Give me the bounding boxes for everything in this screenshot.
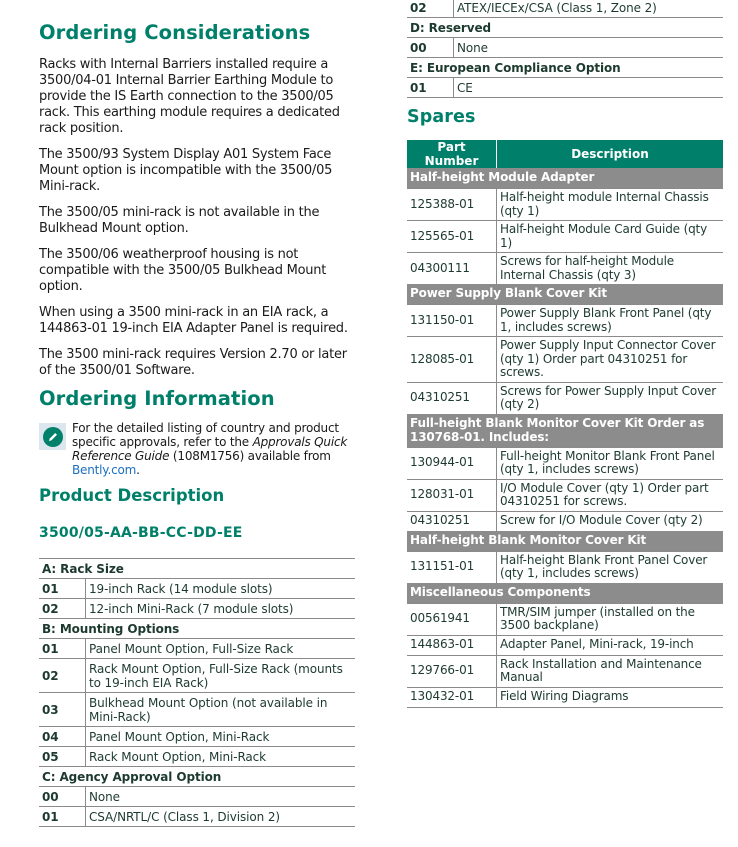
part-description: Screws for half-height Module Internal Chassis (qty 3) <box>497 253 724 285</box>
spares-row <box>407 221 723 253</box>
note-text-part: . <box>136 463 140 477</box>
consideration-paragraph: The 3500/06 weatherproof housing is not compatible with the 3500/05 Bulkhead Mount option. <box>39 247 327 294</box>
options-table-right <box>407 0 723 98</box>
approvals-guide-title: Approvals Quick Reference Guide <box>72 435 348 463</box>
spares-row <box>407 305 723 337</box>
option-code: 02 <box>39 599 86 619</box>
spares-group-header: Half-height Module Adapter <box>407 168 723 189</box>
option-code: 02 <box>410 0 427 15</box>
spares-row <box>407 635 723 655</box>
spares-table <box>407 140 723 708</box>
consideration-paragraph: The 3500/05 mini-rack is not available in the Bulkhead Mount option. <box>39 205 320 236</box>
option-code: 04 <box>39 727 86 747</box>
part-description: Screw for I/O Module Cover (qty 2) <box>497 511 724 531</box>
spares-row <box>407 337 723 383</box>
option-desc: CE <box>454 78 724 98</box>
part-description: Half-height Blank Front Panel Cover (qty 1, includes screws) <box>497 551 724 583</box>
spares-row <box>407 382 723 414</box>
spares-group-header: Full-height Blank Monitor Cover Kit Order as 130768-01. Includes: <box>407 414 723 448</box>
option-desc: Rack Mount Option, Mini-Rack <box>86 747 356 767</box>
part-number: 131150-01 <box>407 305 497 337</box>
spares-row <box>407 253 723 285</box>
ordering-considerations-title: Ordering Considerations <box>39 21 311 44</box>
option-row <box>39 693 355 727</box>
product-code: 3500/05-AA-BB-CC-DD-EE <box>39 525 243 541</box>
part-number: 144863-01 <box>407 635 497 655</box>
option-desc: Panel Mount Option, Full-Size Rack <box>86 639 356 659</box>
product-description-title: Product Description <box>39 486 225 505</box>
header-part-number: Part Number <box>407 140 497 168</box>
spares-row <box>407 687 723 707</box>
option-group-header: D: Reserved <box>407 18 723 38</box>
option-code: 05 <box>39 747 86 767</box>
spares-group-header: Miscellaneous Components <box>407 583 723 604</box>
option-group-header: C: Agency Approval Option <box>39 767 355 787</box>
option-code: 01 <box>407 78 454 98</box>
spares-group-header: Power Supply Blank Cover Kit <box>407 284 723 305</box>
part-description: Adapter Panel, Mini-rack, 19-inch <box>497 635 724 655</box>
spares-row <box>407 603 723 635</box>
part-description: Screws for Power Supply Input Cover (qty 2) <box>497 382 724 414</box>
option-desc: Panel Mount Option, Mini-Rack <box>86 727 356 747</box>
part-number: 130944-01 <box>407 447 497 479</box>
part-number: 00561941 <box>407 603 497 635</box>
option-code: 01 <box>39 807 86 827</box>
spares-row <box>407 479 723 511</box>
option-row <box>39 747 355 767</box>
approvals-note <box>39 421 355 477</box>
option-desc: 12-inch Mini-Rack (7 module slots) <box>86 599 356 619</box>
part-number: 125565-01 <box>407 221 497 253</box>
consideration-paragraph: The 3500 mini-rack requires Version 2.70 or later of the 3500/01 Software. <box>39 347 347 378</box>
consideration-paragraph: The 3500/93 System Display A01 System Face Mount option is incompatible with the 3500/05 Mini-rack. <box>39 147 333 194</box>
note-text <box>72 421 355 477</box>
part-description: Power Supply Input Connector Cover (qty 1) Order part 04310251 for screws. <box>497 337 724 383</box>
pencil-icon <box>39 423 66 450</box>
part-number: 128085-01 <box>407 337 497 383</box>
option-group-header: B: Mounting Options <box>39 619 355 639</box>
ordering-information-title: Ordering Information <box>39 387 275 410</box>
spares-row <box>407 655 723 687</box>
note-text-part: (108M1756) available from <box>169 449 331 463</box>
part-description: Rack Installation and Maintenance Manual <box>497 655 724 687</box>
consideration-paragraph: Racks with Internal Barriers installed require a 3500/04-01 Internal Barrier Earthing Module to provide the IS Earth connection to the 3500/05 rack. This earthing module requires a dedicated rack position. <box>39 57 340 136</box>
consideration-paragraph: When using a 3500 mini-rack in an EIA rack, a 144863-01 19-inch EIA Adapter Panel is required. <box>39 305 348 336</box>
part-number: 125388-01 <box>407 189 497 221</box>
part-description: Half-height module Internal Chassis (qty 1) <box>497 189 724 221</box>
option-row <box>39 727 355 747</box>
option-code: 01 <box>39 579 86 599</box>
part-number: 04310251 <box>407 382 497 414</box>
option-code: 00 <box>39 787 86 807</box>
part-number: 129766-01 <box>407 655 497 687</box>
part-number: 131151-01 <box>407 551 497 583</box>
spares-row <box>407 551 723 583</box>
spares-row <box>407 447 723 479</box>
option-desc: Rack Mount Option, Full-Size Rack (mounts to 19-inch EIA Rack) <box>86 659 356 693</box>
bently-link[interactable]: Bently.com <box>72 463 137 477</box>
options-table-left <box>39 558 355 827</box>
option-row <box>407 78 723 98</box>
option-desc: None <box>454 38 724 58</box>
part-number: 04310251 <box>407 511 497 531</box>
option-desc: CSA/NRTL/C (Class 1, Division 2) <box>86 807 356 827</box>
part-description: Power Supply Blank Front Panel (qty 1, includes screws) <box>497 305 724 337</box>
option-row <box>39 599 355 619</box>
option-row <box>407 0 723 18</box>
part-number: 128031-01 <box>407 479 497 511</box>
spares-row <box>407 189 723 221</box>
option-desc: Bulkhead Mount Option (not available in Mini-Rack) <box>86 693 356 727</box>
option-row <box>39 639 355 659</box>
option-row <box>39 787 355 807</box>
part-description: Full-height Monitor Blank Front Panel (qty 1, includes screws) <box>497 447 724 479</box>
part-number: 130432-01 <box>407 687 497 707</box>
option-row <box>39 579 355 599</box>
part-description: Half-height Module Card Guide (qty 1) <box>497 221 724 253</box>
option-desc: 19-inch Rack (14 module slots) <box>86 579 356 599</box>
part-number: 04300111 <box>407 253 497 285</box>
header-description: Description <box>497 140 724 168</box>
option-group-header: E: European Compliance Option <box>407 58 723 78</box>
option-desc: None <box>86 787 356 807</box>
part-description: Field Wiring Diagrams <box>497 687 724 707</box>
option-desc: ATEX/IECEx/CSA (Class 1, Zone 2) <box>454 0 724 18</box>
part-description: TMR/SIM jumper (installed on the 3500 backplane) <box>497 603 724 635</box>
option-row <box>39 659 355 693</box>
part-description: I/O Module Cover (qty 1) Order part 04310251 for screws. <box>497 479 724 511</box>
note-text-part: For the detailed listing of country and product specific approvals, refer to the <box>72 421 339 449</box>
option-group-header: A: Rack Size <box>39 559 355 579</box>
option-code: 00 <box>407 38 454 58</box>
option-code: 02 <box>39 659 86 693</box>
spares-title: Spares <box>407 107 476 127</box>
option-code: 03 <box>39 693 86 727</box>
option-code: 01 <box>39 639 86 659</box>
spares-row <box>407 511 723 531</box>
option-row <box>39 807 355 827</box>
option-row <box>407 38 723 58</box>
spares-group-header: Half-height Blank Monitor Cover Kit <box>407 531 723 552</box>
